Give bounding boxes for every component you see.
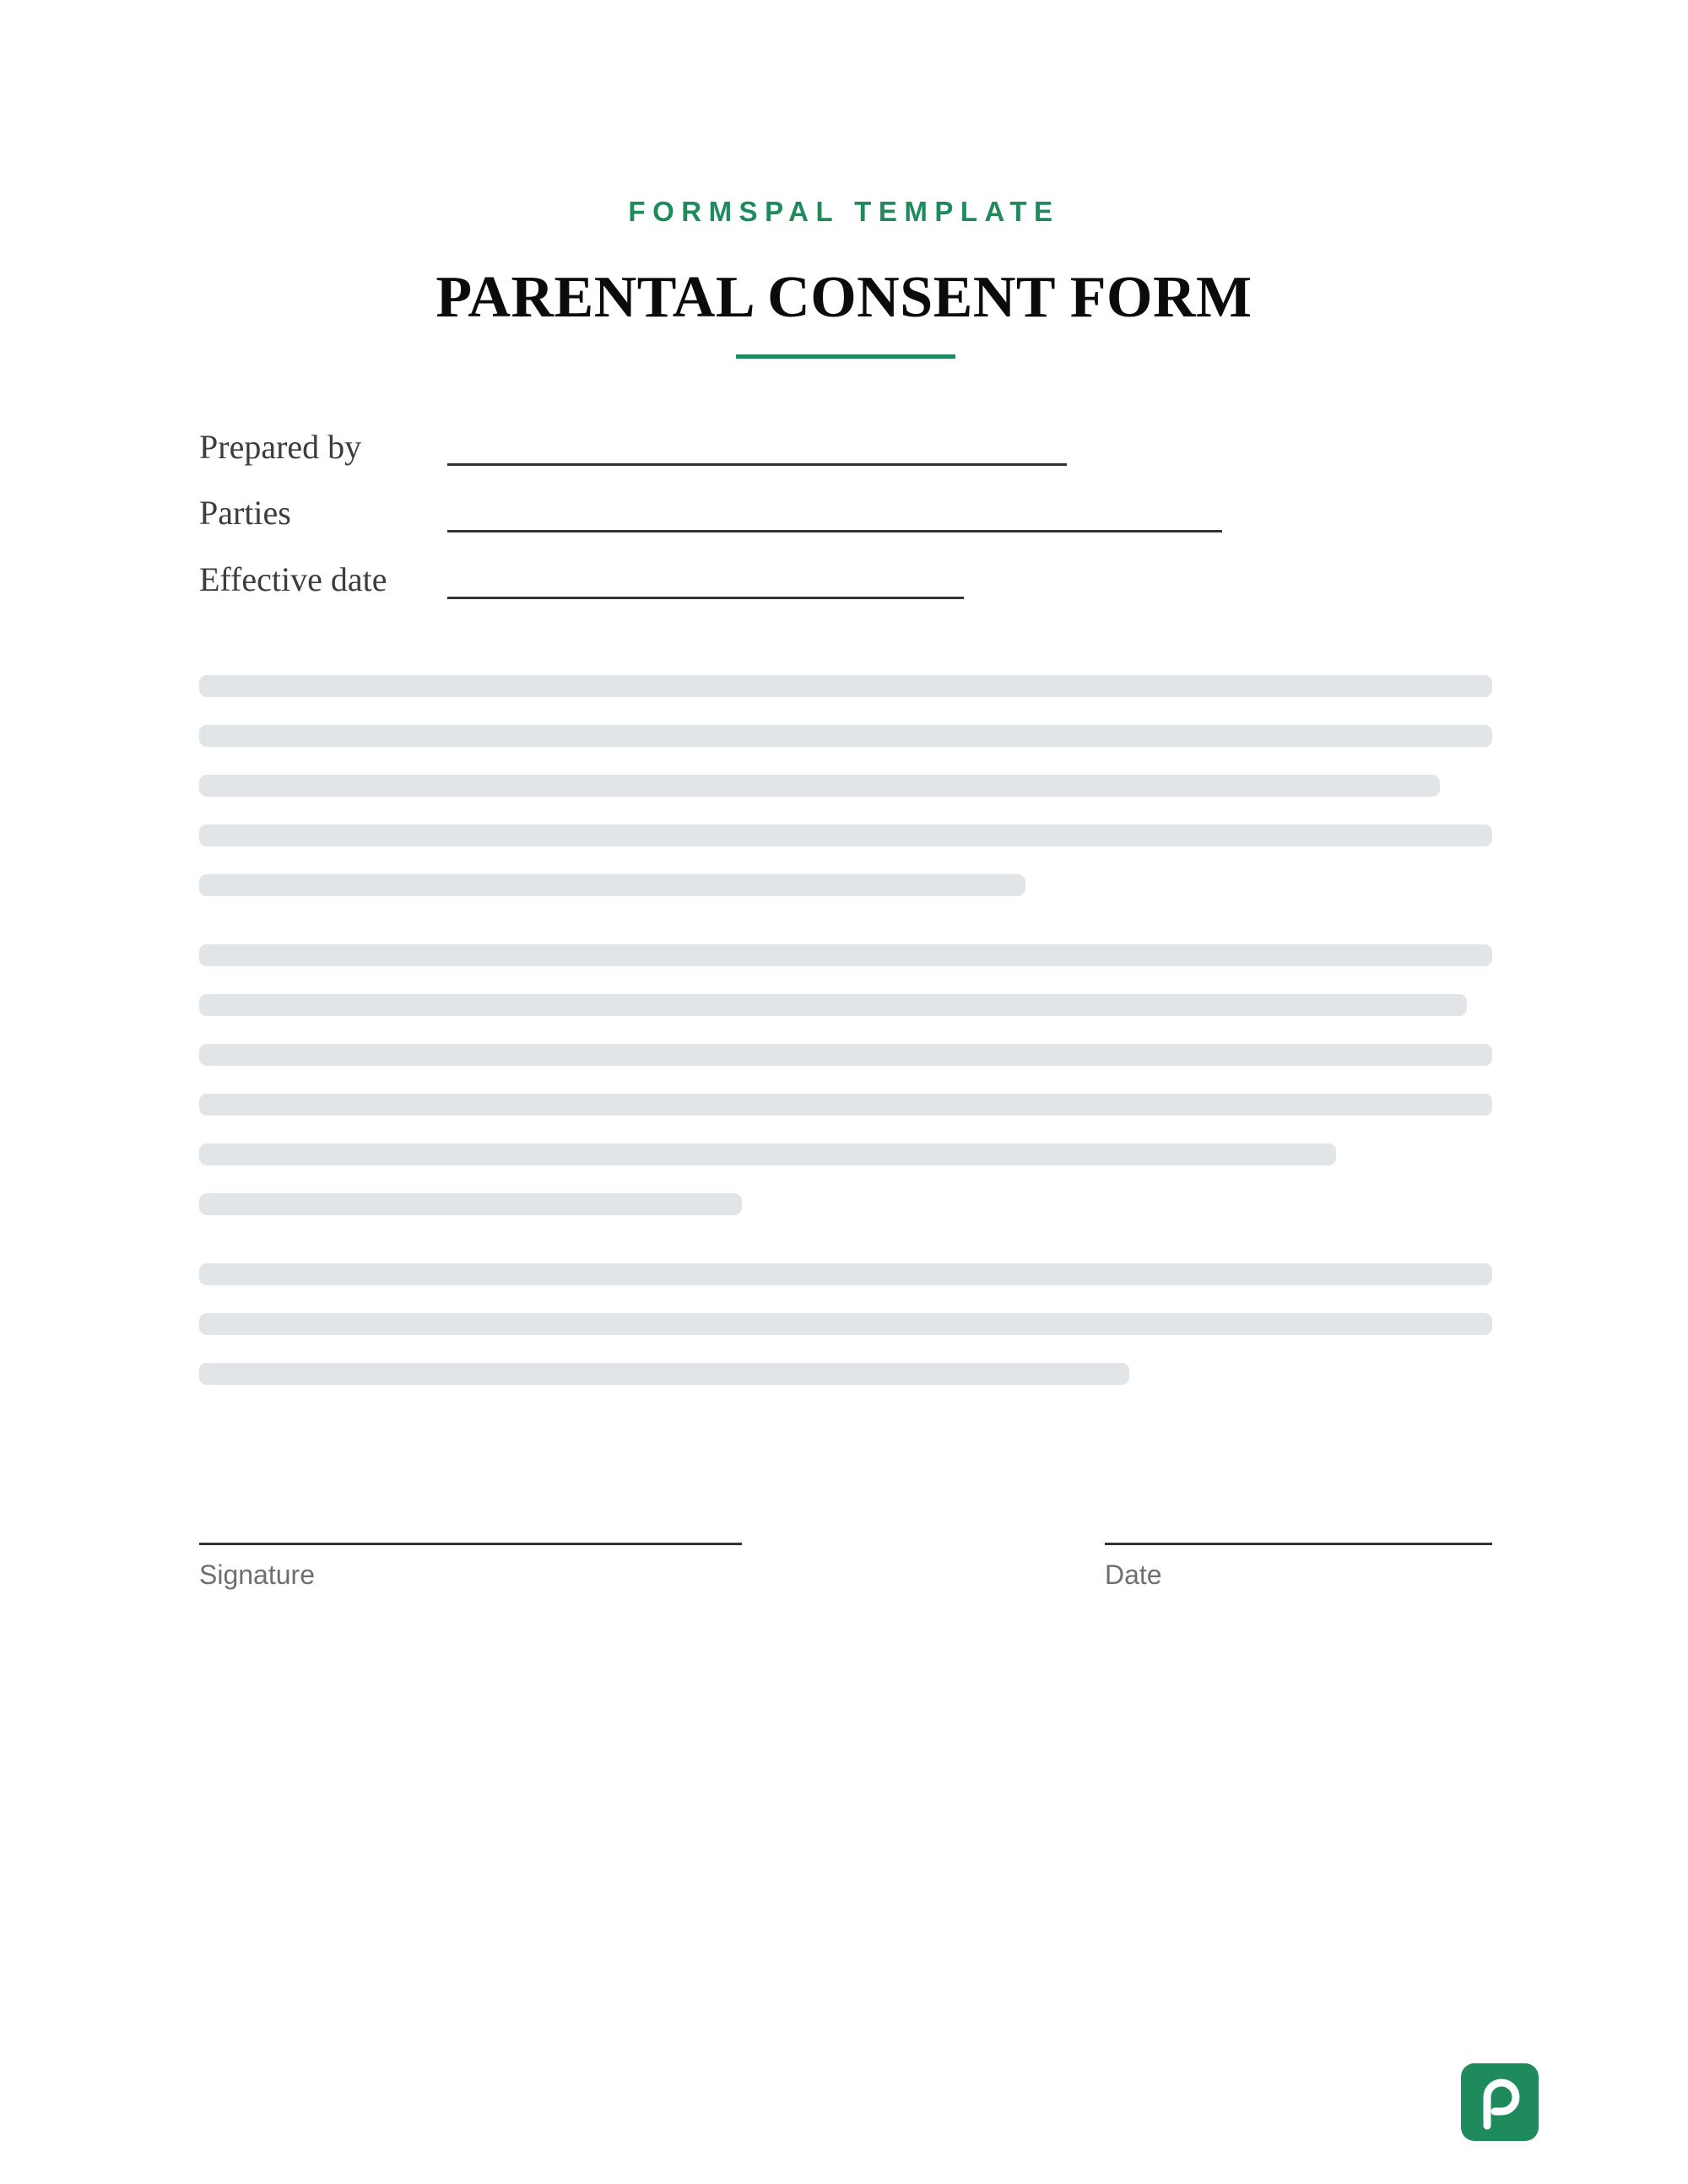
field-line-prepared-by[interactable] [447, 463, 1067, 466]
placeholder-text-line [199, 1263, 1492, 1285]
placeholder-text-line [199, 1313, 1492, 1335]
placeholder-text-line [199, 1193, 742, 1215]
placeholder-text-line [199, 944, 1492, 966]
field-line-effective-date[interactable] [447, 597, 964, 599]
placeholder-text-line [199, 874, 1025, 896]
placeholder-text-line [199, 1044, 1492, 1066]
placeholder-text-line [199, 994, 1467, 1016]
field-label-parties: Parties [199, 494, 291, 532]
date-label: Date [1105, 1560, 1162, 1590]
formspal-logo-icon [1461, 2063, 1539, 2141]
field-line-parties[interactable] [447, 530, 1222, 532]
placeholder-text-line [199, 675, 1492, 697]
signature-label: Signature [199, 1560, 315, 1590]
template-eyebrow: FORMSPAL TEMPLATE [628, 196, 1060, 227]
document-title: PARENTAL CONSENT FORM [436, 265, 1252, 330]
date-line[interactable] [1105, 1543, 1492, 1545]
field-label-prepared-by: Prepared by [199, 428, 362, 466]
placeholder-text-line [199, 1363, 1129, 1385]
signature-line[interactable] [199, 1543, 742, 1545]
title-underline [736, 354, 955, 359]
placeholder-text-line [199, 1143, 1336, 1165]
placeholder-text-line [199, 775, 1440, 797]
placeholder-text-line [199, 725, 1492, 747]
field-label-effective-date: Effective date [199, 560, 387, 598]
placeholder-text-line [199, 1094, 1492, 1116]
placeholder-text-line [199, 824, 1492, 846]
